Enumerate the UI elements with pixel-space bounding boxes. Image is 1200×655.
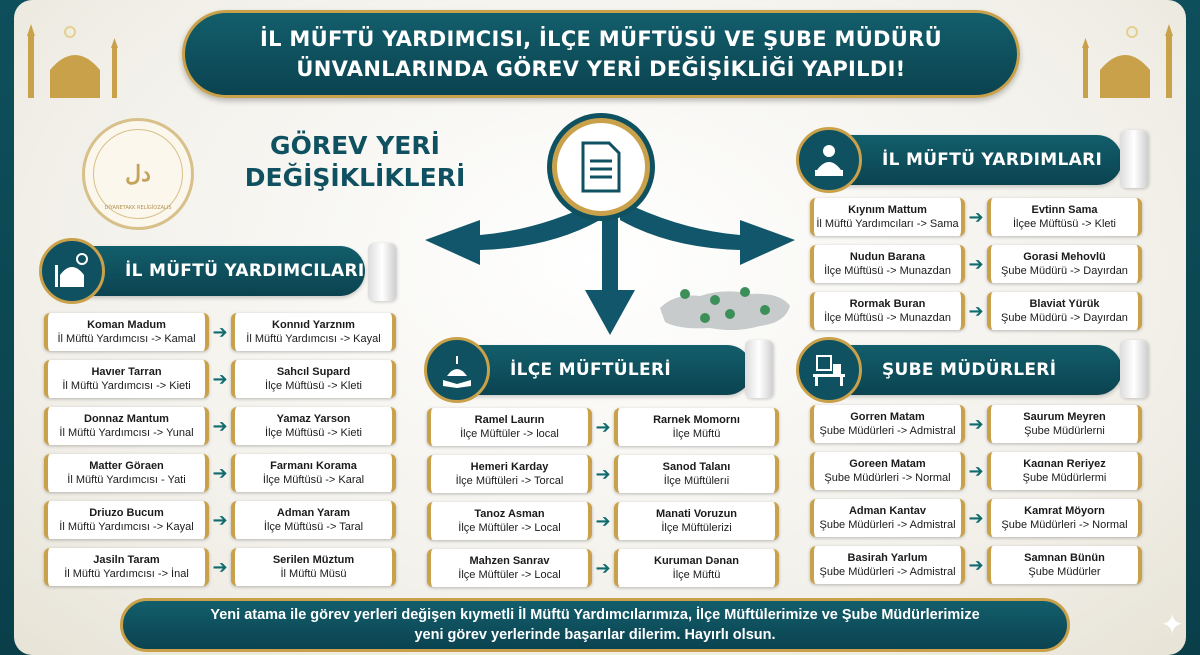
position-description: Şube Müdürleri -> Normal	[824, 472, 951, 484]
previous-position-card	[44, 360, 209, 398]
arrow-right-icon: ➔	[212, 415, 228, 437]
person-name: Adman Kantav	[848, 505, 927, 517]
previous-position-card	[810, 292, 965, 330]
section-title: İLÇE MÜFTÜLERİ	[510, 360, 671, 380]
title-banner	[182, 10, 1020, 98]
person-name: Havıer Tarran	[91, 366, 162, 378]
arrow-right-icon: ➔	[968, 300, 984, 322]
position-description: İlçe Müftüler -> Local	[458, 522, 561, 534]
person-name: Kamrat Möyorn	[1024, 505, 1105, 517]
scroll-decoration	[745, 340, 773, 398]
previous-position-card	[810, 198, 965, 236]
person-name: Driuzo Bucum	[89, 507, 164, 519]
transfer-row	[810, 546, 1142, 584]
section-title: ŞUBE MÜDÜRLERİ	[882, 360, 1057, 380]
person-name: Samnan Bünün	[1024, 552, 1105, 564]
position-description: Şube Müdürlermi	[1022, 472, 1107, 484]
transfer-row	[427, 455, 779, 493]
new-position-card	[987, 452, 1142, 490]
position-description: İl Müftü Yardımcısı -> Kayal	[59, 521, 194, 533]
arrow-right-icon: ➔	[968, 460, 984, 482]
person-name: Koman Madum	[87, 319, 166, 331]
person-name: Blaviat Yürük	[1029, 298, 1100, 310]
person-name: Evtinn Sama	[1031, 204, 1098, 216]
person-name: Goreen Matam	[849, 458, 926, 470]
section-header-ilce-muftuleri	[430, 345, 752, 395]
position-description: İlçe Müftü	[672, 428, 721, 440]
new-position-card	[231, 454, 396, 492]
previous-position-card	[427, 455, 592, 493]
person-name: Sahcıl Supard	[276, 366, 351, 378]
person-name: Kıynım Mattum	[848, 204, 927, 216]
transfer-row	[44, 360, 396, 398]
person-name: Gorren Matam	[850, 411, 925, 423]
previous-position-card	[44, 313, 209, 351]
transfer-row	[810, 292, 1142, 330]
new-position-card	[987, 499, 1142, 537]
position-description: Şube Müdürleri -> Admistral	[819, 425, 956, 437]
position-description: İlçe Müftüsü -> Munazdan	[824, 312, 951, 324]
arrow-right-icon: ➔	[968, 554, 984, 576]
person-name: Adman Yaram	[276, 507, 351, 519]
new-position-card	[614, 408, 779, 446]
transfer-row	[810, 405, 1142, 443]
position-description: İl Müftü Yardımcıları -> Sama	[816, 218, 959, 230]
transfer-row	[44, 407, 396, 445]
position-description: İl Müftü Yardımcısı - Yati	[67, 474, 186, 486]
position-description: İl Müftü Müsü	[280, 568, 347, 580]
scroll-decoration	[368, 243, 396, 301]
position-description: Şube Müdürleri -> Admistral	[819, 566, 956, 578]
section-header-il-muftu-yardimcilari	[45, 246, 365, 296]
position-description: İlçee Müftüsü -> Kleti	[1012, 218, 1117, 230]
section-header-sube-mudurleri	[802, 345, 1122, 395]
position-description: İlçe Müftüleri -> Torcal	[455, 475, 564, 487]
section-header-il-muftu-yardimlari	[802, 135, 1122, 185]
person-name: Kaɑnan Reriyez	[1023, 458, 1106, 470]
new-position-card	[614, 549, 779, 587]
position-description: İl Müftü Yardımcısı -> Kayal	[246, 333, 381, 345]
person-name: Mahzen Sanrav	[469, 555, 550, 567]
new-position-card	[231, 313, 396, 351]
transfer-row	[44, 501, 396, 539]
previous-position-card	[44, 454, 209, 492]
new-position-card	[987, 245, 1142, 283]
transfer-row	[44, 313, 396, 351]
person-podium-icon	[796, 127, 862, 193]
person-name: Rarnek Momornı	[653, 414, 740, 426]
position-description: Şube Müdürler	[1028, 566, 1101, 578]
new-position-card	[987, 198, 1142, 236]
person-name: Ramel Laurın	[474, 414, 545, 426]
position-description: İl Müftü Yardımcısı -> Yunal	[59, 427, 194, 439]
previous-position-card	[810, 405, 965, 443]
position-description: İl Müftü Yardımcısı -> Kieti	[62, 380, 191, 392]
person-name: Konnıd Yarznım	[272, 319, 355, 331]
person-name: Sanod Talanı	[662, 461, 731, 473]
position-description: İlçe Müftüsü -> Kieti	[265, 427, 362, 439]
person-name: Matter Göraen	[89, 460, 164, 472]
seal-emblem-icon: دل	[93, 129, 183, 219]
institution-seal	[82, 118, 194, 230]
footer-message	[120, 598, 1070, 652]
person-name: Saurum Meyren	[1023, 411, 1106, 423]
position-description: Şube Müdürlerni	[1024, 425, 1105, 437]
mosque-silhouette-icon	[1070, 18, 1180, 98]
mosque-crescent-icon	[39, 238, 105, 304]
previous-position-card	[810, 245, 965, 283]
position-description: İlçe Müftülerıi	[663, 475, 730, 487]
arrow-right-icon: ➔	[212, 368, 228, 390]
new-position-card	[987, 546, 1142, 584]
previous-position-card	[44, 501, 209, 539]
arrow-right-icon: ➔	[212, 462, 228, 484]
previous-position-card	[810, 546, 965, 584]
arrow-right-icon: ➔	[968, 206, 984, 228]
person-name: Basirah Yarlum	[847, 552, 928, 564]
new-position-card	[231, 360, 396, 398]
position-description: İlçe Müftülerizi	[661, 522, 732, 534]
arrow-right-icon: ➔	[595, 416, 611, 438]
position-description: Şube Müdürleri -> Admistral	[819, 519, 956, 531]
position-description: İl Müftü Yardımcısı -> İnal	[64, 568, 189, 580]
position-description: Şube Müdürleri -> Normal	[1001, 519, 1128, 531]
transfer-row	[810, 245, 1142, 283]
transfer-row	[427, 502, 779, 540]
person-name: Manati Voruzun	[655, 508, 738, 520]
transfer-row	[44, 454, 396, 492]
person-name: Kuruman Dənan	[654, 555, 739, 567]
scroll-decoration	[1120, 130, 1148, 188]
position-description: Şube Müdürü -> Dayırdan	[1001, 265, 1128, 277]
position-description: İlçe Müftüsü -> Kleti	[265, 380, 362, 392]
arrow-right-icon: ➔	[595, 510, 611, 532]
previous-position-card	[427, 408, 592, 446]
transfer-row	[810, 452, 1142, 490]
person-name: Donnaz Mantum	[84, 413, 169, 425]
position-description: İl Müftü Yardımcısı -> Kamal	[57, 333, 196, 345]
person-name: Gorasi Mehovlü	[1023, 251, 1106, 263]
main-heading-line-2: DEĞİŞİKLİKLERİ	[244, 163, 466, 192]
person-name: Rormak Buran	[849, 298, 926, 310]
section-title: İL MÜFTÜ YARDIMCILARI	[125, 261, 365, 281]
previous-position-card	[44, 548, 209, 586]
mosque-silhouette-icon	[20, 18, 130, 98]
position-description: İlçe Müftüsü -> Taral	[263, 521, 364, 533]
transfer-row	[810, 499, 1142, 537]
new-position-card	[614, 502, 779, 540]
arrow-right-icon: ➔	[212, 556, 228, 578]
person-name: Farmanı Korama	[270, 460, 357, 472]
seal-ring-text: DİYANETAKK RELİGİOZALIS	[104, 205, 172, 211]
person-name: Serilen Müztum	[272, 554, 355, 566]
new-position-card	[231, 501, 396, 539]
transfer-row	[427, 408, 779, 446]
mosque-book-icon	[424, 337, 490, 403]
person-name: Tanoz Asman	[474, 508, 545, 520]
office-desk-icon	[796, 337, 862, 403]
footer-line-2: yeni görev yerlerinde başarılar dilerim. Hayırlı olsun.	[414, 627, 776, 643]
position-description: İlçe Müftüsü -> Munazdan	[824, 265, 951, 277]
arrow-right-icon: ➔	[595, 557, 611, 579]
footer-line-1: Yeni atama ile görev yerleri değişen kıymetli İl Müftü Yardımcılarımıza, İlçe Müftülerimize ve Şube Müdürlerimize	[210, 607, 980, 623]
new-position-card	[987, 405, 1142, 443]
arrow-right-icon: ➔	[212, 321, 228, 343]
turkey-map-icon	[655, 278, 795, 338]
document-icon	[552, 118, 650, 216]
previous-position-card	[44, 407, 209, 445]
arrow-right-icon: ➔	[595, 463, 611, 485]
arrow-right-icon: ➔	[968, 413, 984, 435]
main-heading-line-1: GÖREV YERİ	[270, 131, 440, 160]
new-position-card	[614, 455, 779, 493]
new-position-card	[231, 548, 396, 586]
previous-position-card	[810, 499, 965, 537]
title-line-1: İL MÜFTÜ YARDIMCISI, İLÇE MÜFTÜSÜ VE ŞUBE MÜDÜRÜ	[260, 27, 942, 51]
transfer-row	[44, 548, 396, 586]
position-description: İlçe Müftüsü -> Karal	[262, 474, 365, 486]
position-description: İlçe Müftüler -> local	[460, 428, 559, 440]
transfer-row	[427, 549, 779, 587]
position-description: İlçe Müftüler -> Local	[458, 569, 561, 581]
previous-position-card	[427, 549, 592, 587]
arrow-right-icon: ➔	[968, 253, 984, 275]
sparkle-icon: ✦	[1160, 608, 1184, 641]
position-description: Şube Müdürü -> Dayırdan	[1001, 312, 1128, 324]
person-name: Nudun Barana	[849, 251, 926, 263]
previous-position-card	[427, 502, 592, 540]
main-heading	[230, 130, 480, 194]
arrow-right-icon: ➔	[968, 507, 984, 529]
title-line-2: ÜNVANLARINDA GÖREV YERİ DEĞİŞİKLİĞİ YAPILDI!	[296, 57, 906, 81]
previous-position-card	[810, 452, 965, 490]
section-title: İL MÜFTÜ YARDIMLARI	[882, 150, 1103, 170]
transfer-row	[810, 198, 1142, 236]
new-position-card	[987, 292, 1142, 330]
new-position-card	[231, 407, 396, 445]
person-name: Jasiln Taram	[93, 554, 160, 566]
person-name: Yamaz Yarson	[276, 413, 351, 425]
person-name: Hemeri Karday	[470, 461, 549, 473]
position-description: İlçe Müftü	[672, 569, 721, 581]
scroll-decoration	[1120, 340, 1148, 398]
arrow-right-icon: ➔	[212, 509, 228, 531]
